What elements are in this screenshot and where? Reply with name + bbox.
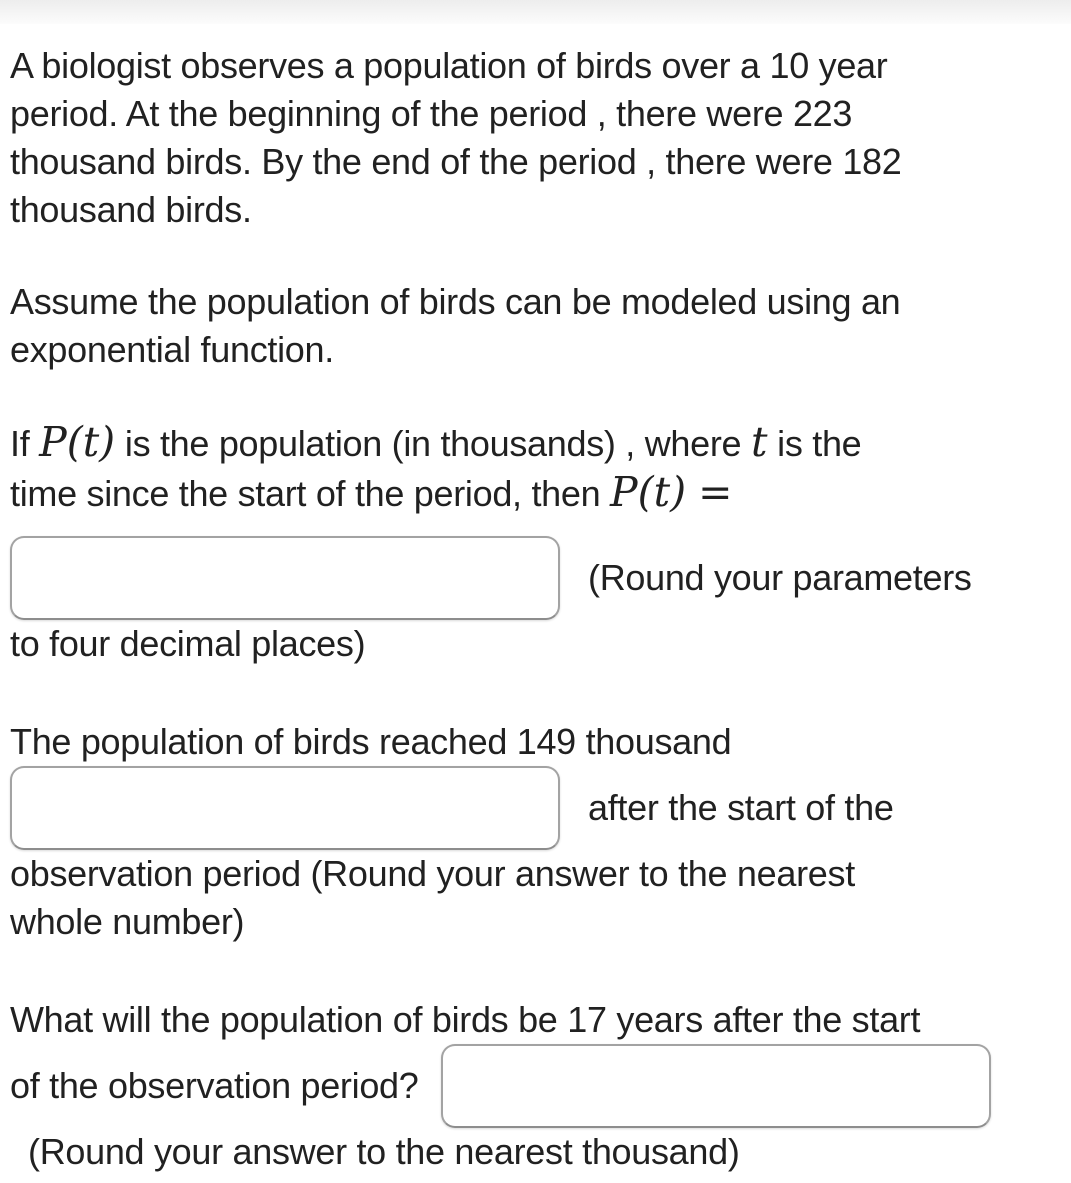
problem-statement-line: thousand birds. By the end of the period , there were 182 [10, 141, 902, 182]
q2-after-box-text: after the start of the [588, 787, 894, 828]
question-1-line-1 [10, 418, 1061, 468]
q2-intro-text: The population of birds reached 149 thousand [10, 721, 732, 762]
q3-rounding-hint: (Round your answer to the nearest thousand) [28, 1131, 740, 1172]
math-t-variable: t [750, 418, 768, 466]
problem-statement-line: A biologist observes a population of birds over a 10 year [10, 45, 888, 86]
problem-statement-line: period. At the beginning of the period , there were 223 [10, 93, 853, 134]
assumption-line: exponential function. [10, 329, 334, 370]
top-edge-strip [0, 0, 1071, 24]
math-equals-sign: = [698, 468, 733, 516]
q1-text: is the [767, 423, 862, 464]
q1-answer-row [10, 536, 1061, 620]
q1-formula-answer-input[interactable] [10, 536, 560, 620]
problem-content [0, 24, 1071, 1176]
assumption-statement [10, 278, 1061, 374]
q2-continuation-text: whole number) [10, 901, 245, 942]
q2-answer-row [10, 766, 1061, 850]
q1-rounding-hint-below: to four decimal places) [10, 623, 366, 664]
q3-question-line-1: What will the population of birds be 17 years after the start [10, 999, 921, 1040]
q2-time-answer-input[interactable] [10, 766, 560, 850]
question-2 [10, 718, 1061, 946]
q1-rounding-hint-right: (Round your parameters [588, 557, 972, 598]
q1-text: is the population (in thousands) , where [115, 423, 751, 464]
problem-statement-line: thousand birds. [10, 189, 252, 230]
math-p-of-t: P(t) [610, 468, 687, 516]
question-3 [10, 996, 1061, 1176]
math-p-of-t: P(t) [39, 418, 116, 466]
question-1 [10, 418, 1061, 668]
q1-text: If [10, 423, 40, 464]
q2-continuation-text: observation period (Round your answer to the nearest [10, 853, 855, 894]
question-1-line-2 [10, 468, 1061, 518]
q3-population-answer-input[interactable] [441, 1044, 991, 1128]
assumption-line: Assume the population of birds can be modeled using an [10, 281, 901, 322]
q3-question-line-2: of the observation period? [10, 1065, 419, 1106]
problem-statement [10, 42, 1061, 234]
q3-answer-row [10, 1044, 1061, 1128]
q1-text: time since the start of the period, then [10, 473, 611, 514]
